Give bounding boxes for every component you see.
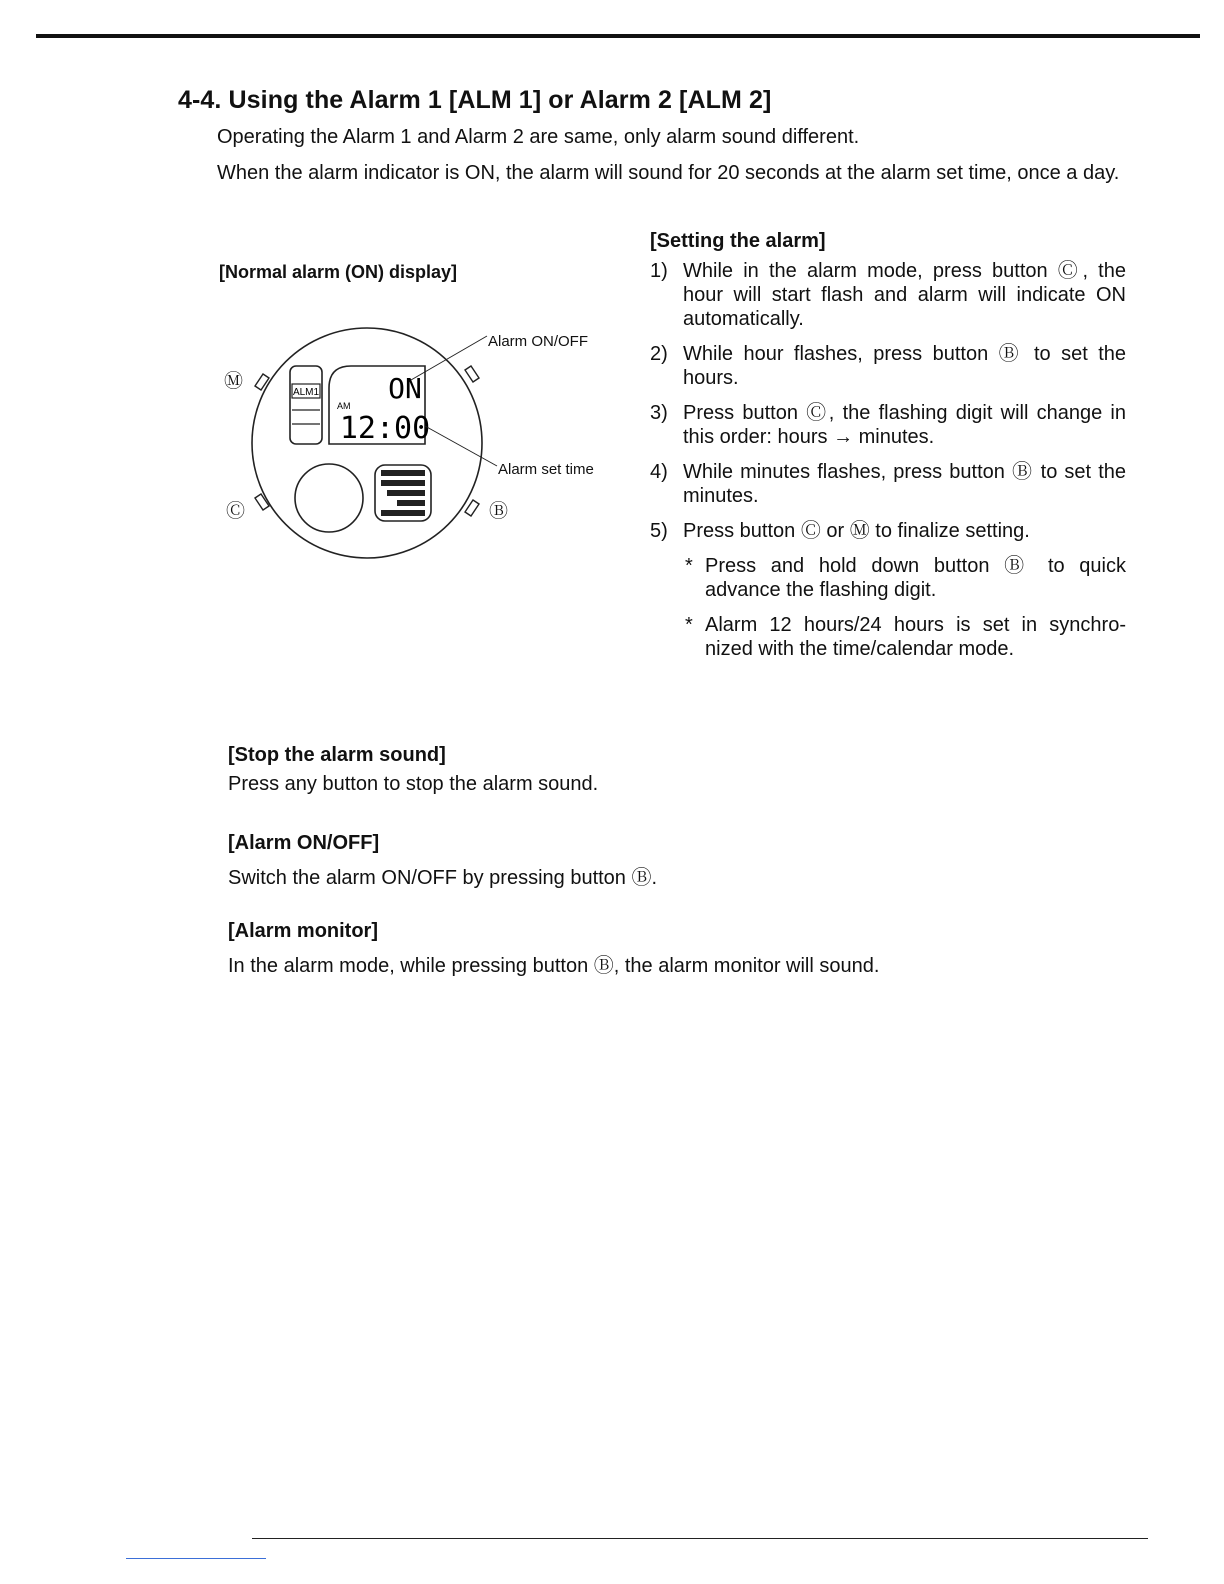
step-item: 5) Press button Ⓒ or Ⓜ to finalize setting. [650,520,1030,542]
intro-line-2: When the alarm indicator is ON, the alarm will sound for 20 seconds at the alarm set time, once a day. [217,162,1120,184]
alarm-on-off-title: [Alarm ON/OFF] [228,832,380,854]
button-m-label: Ⓜ [224,371,244,392]
alarm-monitor-text: In the alarm mode, while pressing button Ⓑ, the alarm monitor will sound. [228,955,880,977]
step-item: 4) While minutes flashes, press button Ⓑ to set the minutes. [650,461,1126,507]
button-top-right-shape [465,366,479,382]
top-rule [36,34,1200,38]
setting-steps [650,259,1126,543]
bottom-rule [252,1538,1148,1539]
alarm-on-off-section [228,832,1128,890]
button-b-label: Ⓑ [489,501,509,522]
callout-alarm-set-time: Alarm set time [498,461,594,478]
alarm-monitor-title: [Alarm monitor] [228,920,378,942]
alarm-on-off-text: Switch the alarm ON/OFF by pressing button Ⓑ. [228,867,658,889]
indicator-panel [290,366,322,444]
alm1-tag-label: ALM1 [292,387,320,398]
callout-alarm-on-off: Alarm ON/OFF [488,333,588,350]
lcd-am: AM [337,401,351,411]
lcd-on: ON [388,372,422,405]
button-c-shape [255,494,269,510]
step-item: 3) Press button Ⓒ, the flashing digit will change in this order: hours → minutes. [650,402,1126,448]
stop-alarm-title: [Stop the alarm sound] [228,744,446,766]
button-b-shape [465,500,479,516]
stop-alarm-text: Press any button to stop the alarm sound. [228,773,599,795]
step-item: 1) While in the alarm mode, press button Ⓒ, the hour will start flash and alarm will indicate ON automatically. [650,260,1126,330]
figure-title: [Normal alarm (ON) display] [219,262,458,282]
setting-section [650,230,1126,672]
lcd-time: 12:00 [339,411,431,446]
intro-line-1: Operating the Alarm 1 and Alarm 2 are same, only alarm sound different. [217,126,860,148]
alarm-monitor-section [228,920,1128,978]
note-item: * Press and hold down button Ⓑ to quick advance the flashing digit. [685,555,1126,601]
note-item: * Alarm 12 hours/24 hours is set in synchro-nized with the time/calendar mode. [685,614,1126,660]
stop-alarm-section [228,744,1128,796]
watch-diagram [215,318,615,578]
button-c-label: Ⓒ [226,501,246,522]
bottom-link-rule [126,1558,266,1559]
section-heading: 4-4. Using the Alarm 1 [ALM 1] or Alarm 2 [ALM 2] [178,86,772,114]
sub-dial [295,464,363,532]
step-item: 2) While hour flashes, press button Ⓑ to set the hours. [650,343,1126,389]
setting-title: [Setting the alarm] [650,230,826,252]
